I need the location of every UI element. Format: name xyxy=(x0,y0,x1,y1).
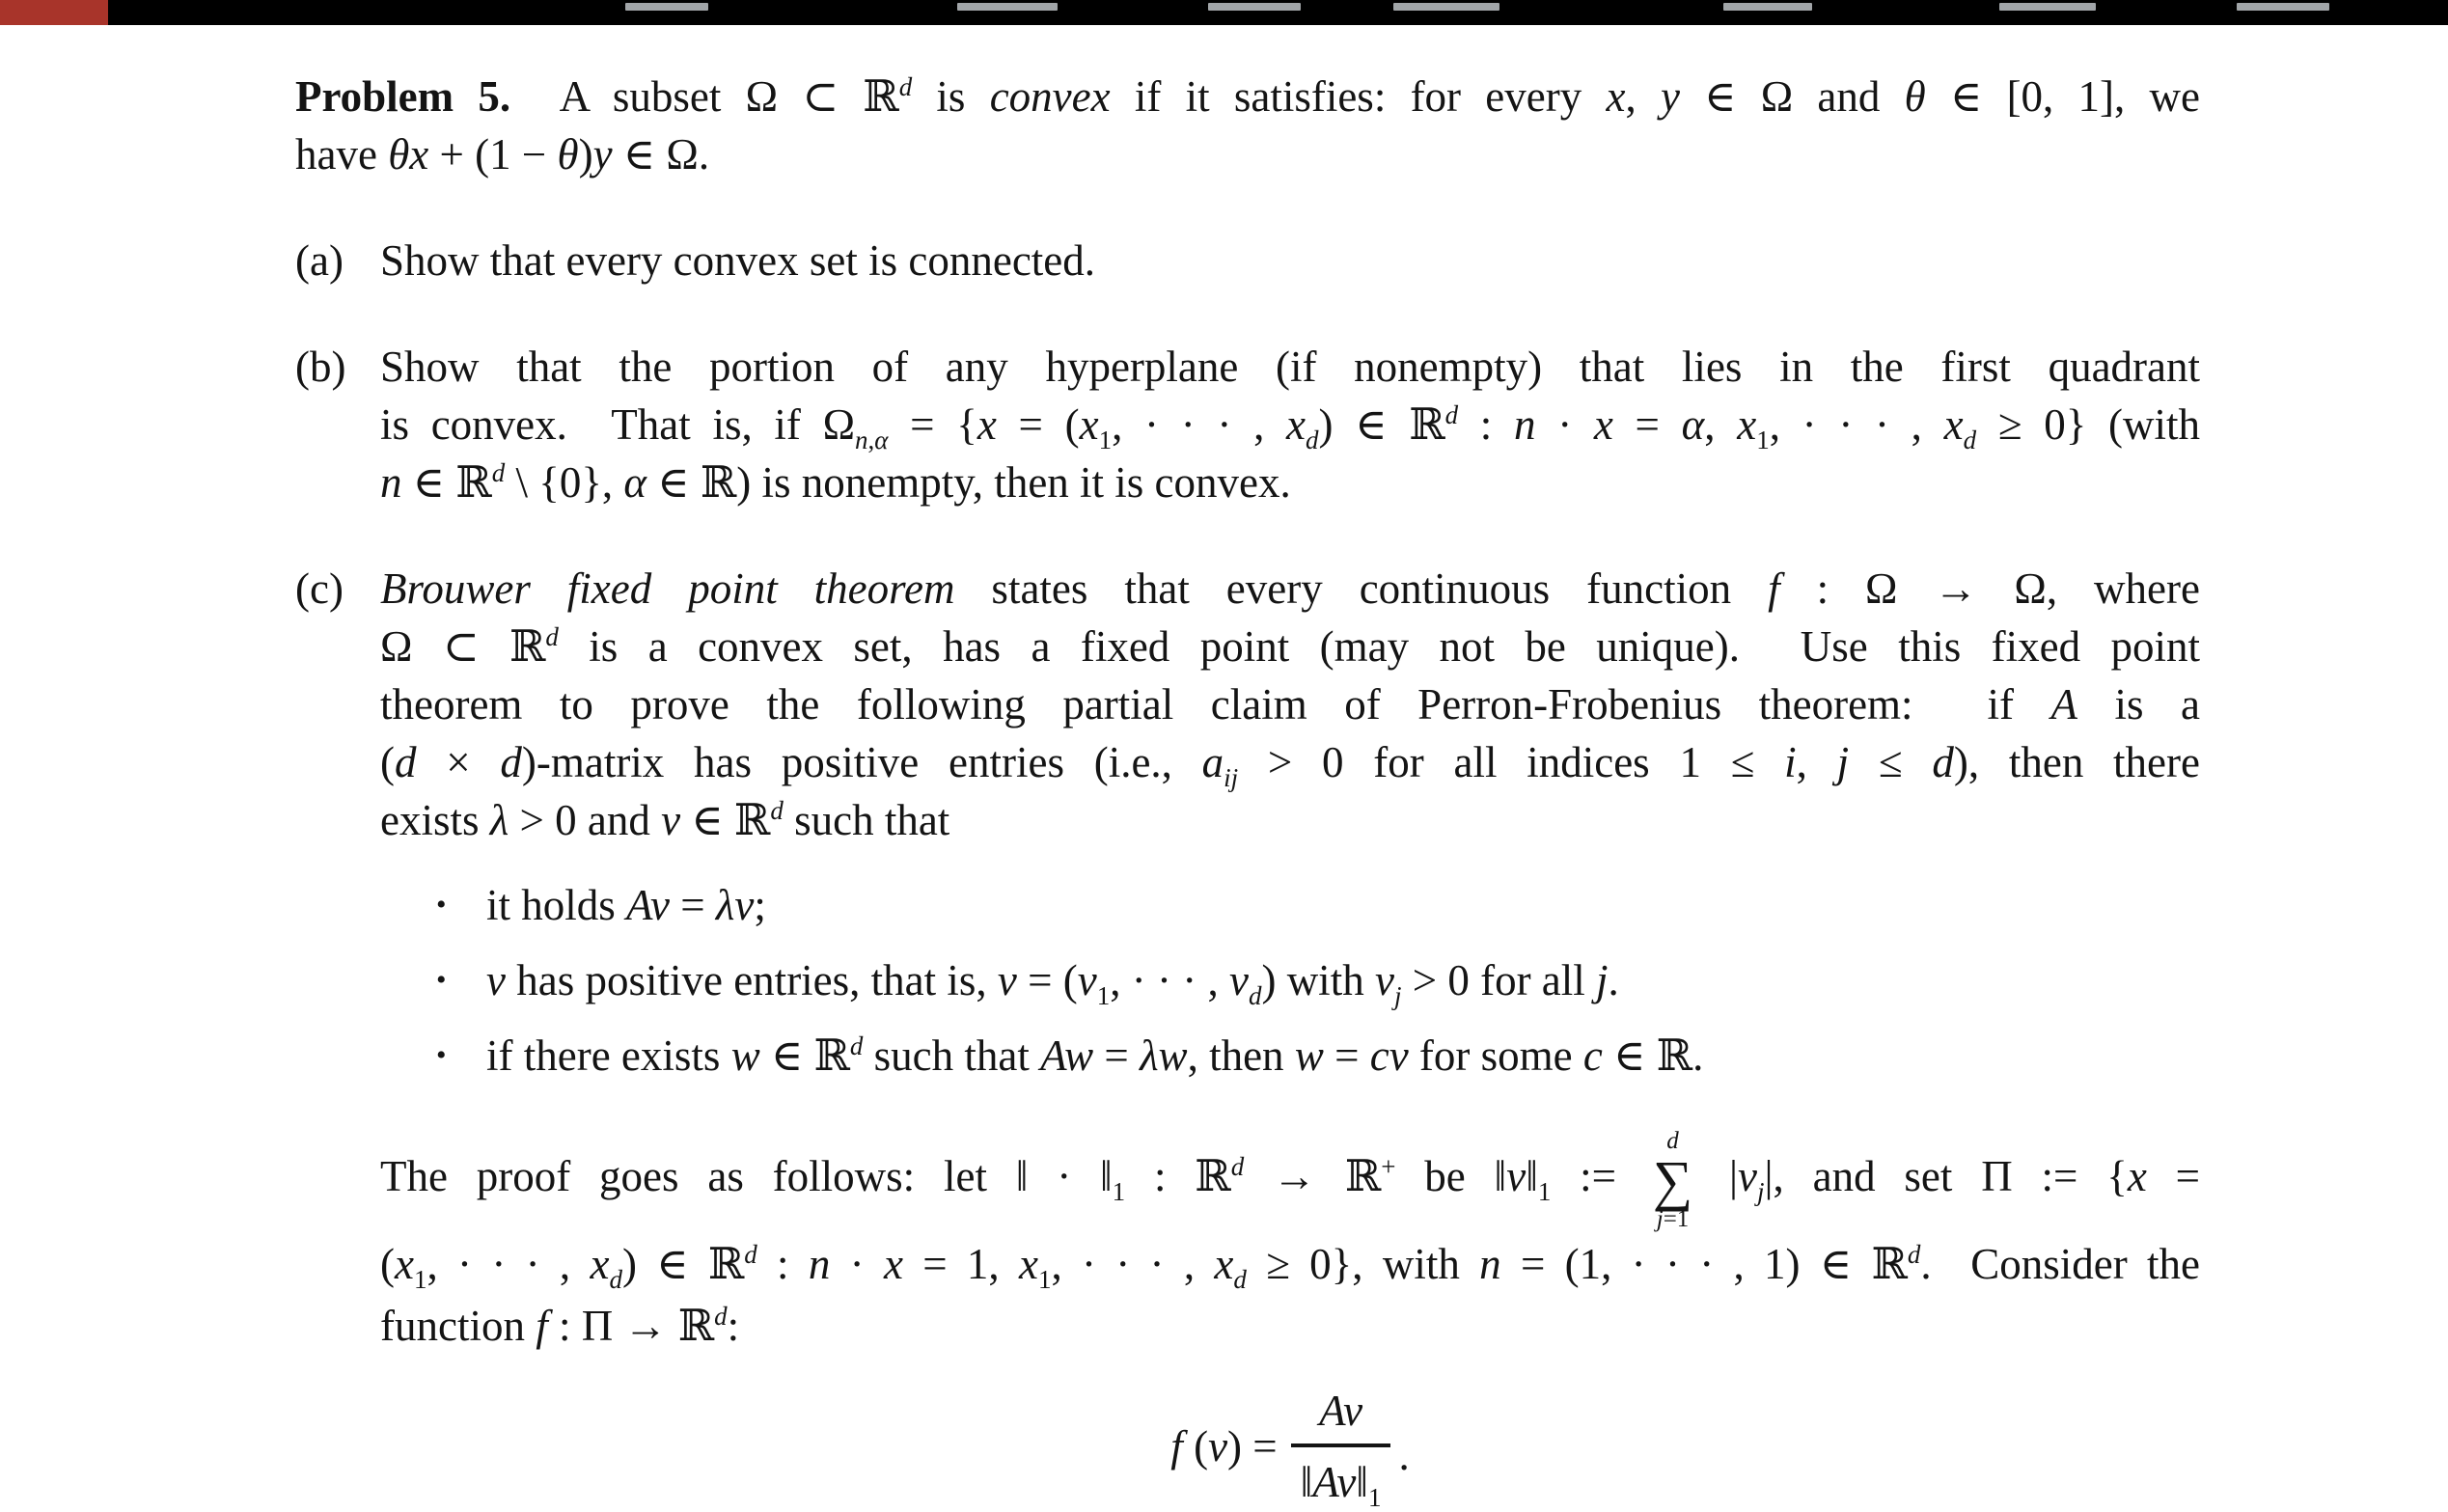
text-line: theorem to prove the following partial claim of Perron-Frobenius theorem: if A is a xyxy=(380,680,2201,729)
equation-lhs: f (v) = xyxy=(1170,1421,1278,1471)
text-fragment xyxy=(1393,3,1499,11)
text-fragment xyxy=(2237,3,2329,11)
text-line: Show that every convex set is connected. xyxy=(380,236,1096,285)
cropped-page-top-bar xyxy=(0,0,2448,25)
item-a-body xyxy=(380,232,2200,289)
text-line: Show that the portion of any hyperplane (if nonempty) that lies in the first quadrant xyxy=(380,343,2200,391)
bullet-list xyxy=(380,876,2200,1085)
bullet-item xyxy=(380,876,2200,934)
equation-period: . xyxy=(1398,1430,1410,1479)
text-fragment xyxy=(1208,3,1301,11)
fraction-denominator: $‖Av‖_1$ xyxy=(1300,1457,1382,1512)
fraction-numerator: Av xyxy=(1319,1386,1363,1435)
text-line: is convex. That is, if $\Omega_{n,\alpha} = \{x = (x_1$, · · · , $x_d$) ∈ ℝ$^d$ : n · x = α, $x_1$, · · · , $x_d \ge 0$} (with xyxy=(380,400,2200,454)
fraction xyxy=(1291,1382,1391,1511)
bullet-text: if there exists w ∈ ℝ$^d$ such that Aw = λw, then w = cv for some c ∈ ℝ. xyxy=(486,1031,1704,1080)
text-line: Ω ⊂ ℝ$^d$ is a convex set, has a fixed point (may not be unique). Use this fixed point xyxy=(380,622,2200,671)
problem-intro-paragraph xyxy=(295,68,2200,183)
text-fragment xyxy=(1999,3,2096,11)
text-line: exists λ > 0 and v ∈ ℝ$^d$ such that xyxy=(380,796,950,844)
text-line: (d × d)-matrix has positive entries (i.e., $a_{ij} > 0$ for all indices 1 ≤ i, j ≤ d), then there xyxy=(380,738,2200,792)
bullet-icon: • xyxy=(436,889,447,921)
text-line: Problem 5. A subset Ω ⊂ ℝ$^d$ is convex if it satisfies: for every x, y ∈ Ω and θ ∈ [0, 1], we xyxy=(295,72,2201,121)
proof-paragraph xyxy=(380,1129,2200,1357)
text-line: ($x_1$, · · · , $x_d$) ∈ ℝ$^d$ : n · x = 1, $x_1$, · · · , $x_d \ge 0$}, with n = (1, · · · , 1) ∈ ℝ$^d$. Consider the xyxy=(380,1239,2200,1294)
text-fragment xyxy=(625,3,708,11)
bullet-icon: • xyxy=(436,964,447,996)
item-c-body xyxy=(380,560,2200,1511)
text-line: The proof goes as follows: let ‖ · $‖_1$ : ℝ$^d$ → ℝ+ be $‖v‖_1$ := d ∑ j=1 $|v_j|$, and set Π := {x = xyxy=(380,1128,2200,1233)
text-line: have θx + (1 − θ)y ∈ Ω. xyxy=(295,130,710,179)
item-c xyxy=(295,560,2200,1511)
displayed-equation xyxy=(380,1382,2200,1511)
bullet-item xyxy=(380,951,2200,1009)
text-fragment xyxy=(957,3,1058,11)
bullet-icon: • xyxy=(436,1039,447,1071)
text-line: function f : Π → ℝ$^d$: xyxy=(380,1301,740,1350)
bullet-text: v has positive entries, that is, $v = (v_1$, · · · , $v_d$) with $v_j > 0$ for all j. xyxy=(486,956,1619,1010)
cropped-red-fragment xyxy=(0,0,108,25)
bullet-text: it holds Av = λv; xyxy=(486,881,766,929)
text-fragment xyxy=(1723,3,1812,11)
text-line: n ∈ ℝ$^d$ \ {0}, α ∈ ℝ) is nonempty, then it is convex. xyxy=(380,458,1291,507)
item-b xyxy=(295,338,2200,511)
problem-statement-page xyxy=(0,25,2448,1511)
item-label-c: (c) xyxy=(295,564,344,613)
item-label-a: (a) xyxy=(295,236,344,285)
bullet-item xyxy=(380,1027,2200,1085)
text-line: Brouwer fixed point theorem states that every continuous function f : Ω → Ω, where xyxy=(380,564,2200,613)
item-label-b: (b) xyxy=(295,343,346,391)
item-b-body xyxy=(380,338,2200,511)
item-a xyxy=(295,232,2200,289)
